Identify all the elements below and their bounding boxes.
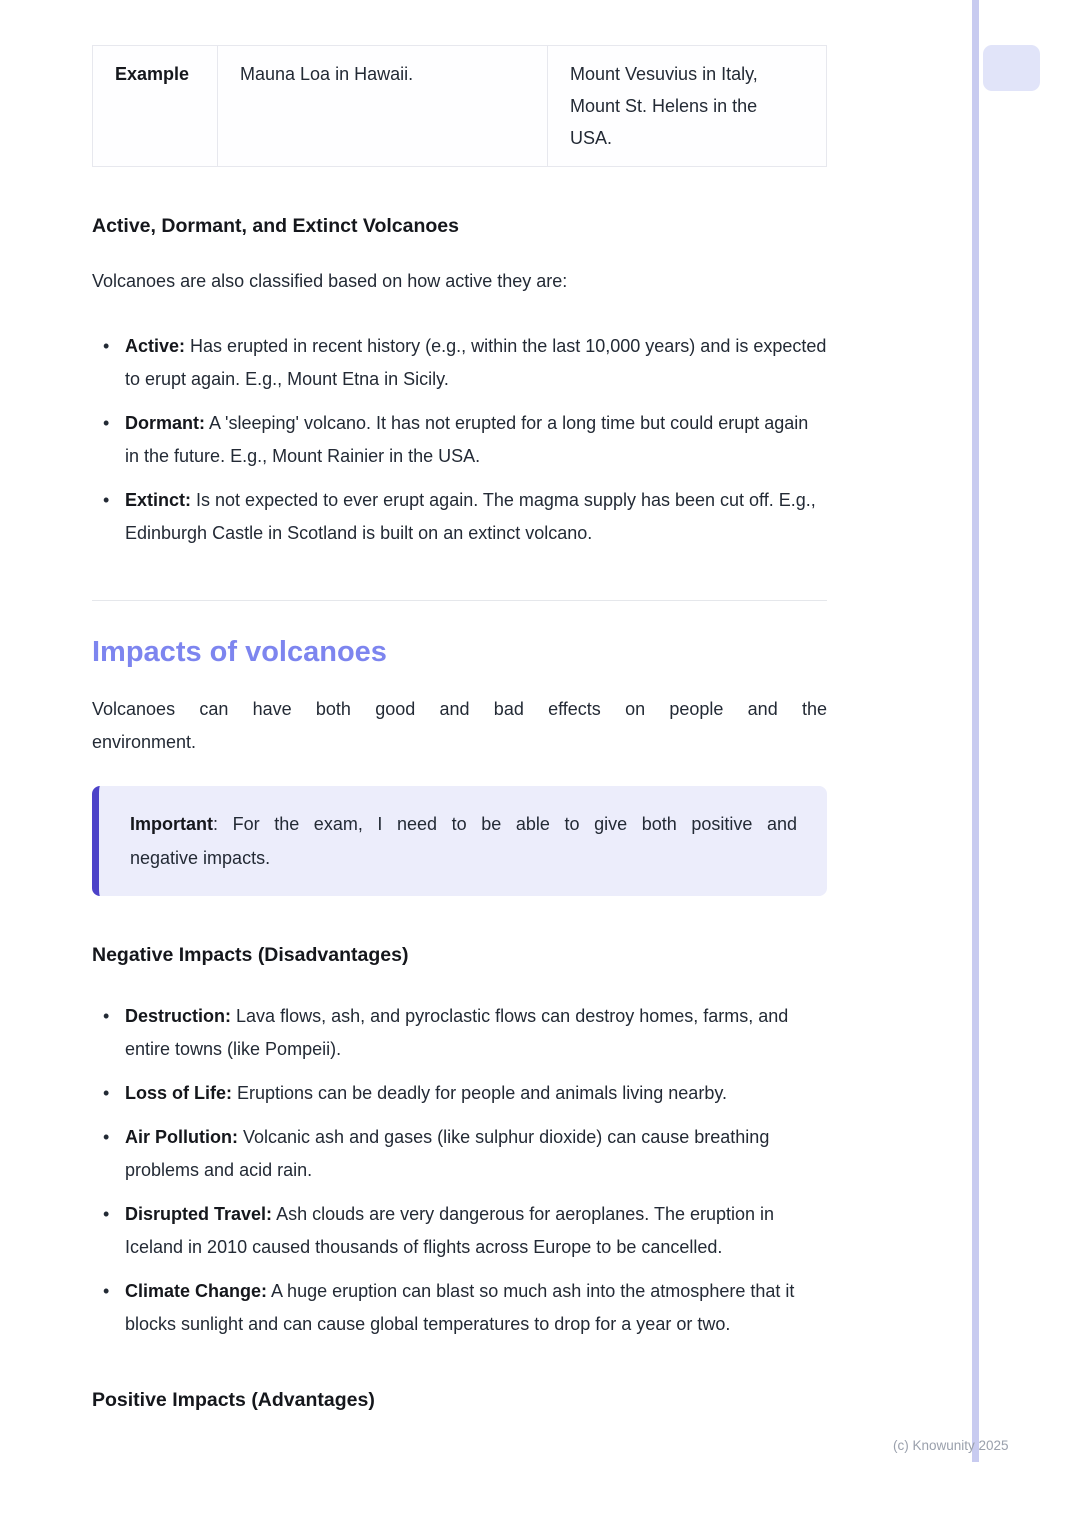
- bullet-term: Extinct:: [125, 490, 192, 510]
- bullet-term: Destruction:: [125, 1006, 232, 1026]
- list-item: [125, 1121, 827, 1187]
- bullet-text: Ash clouds are very dangerous for aeroplanes. The eruption in Iceland in 2010 caused thousands of flights across Europe to be cancelled.: [125, 1204, 775, 1257]
- copyright-footer: (c) Knowunity 2025: [893, 1438, 1009, 1453]
- callout-text: : For the exam, I need to be able to give both positive and: [213, 814, 797, 834]
- bullet-term: Disrupted Travel:: [125, 1204, 273, 1224]
- bullet-term: Loss of Life:: [125, 1083, 232, 1103]
- table-row: [93, 46, 827, 167]
- table-cell-composite-example: Mount Vesuvius in Italy, Mount St. Helens in the USA.: [548, 46, 827, 167]
- bullet-text: Has erupted in recent history (e.g., within the last 10,000 years) and is expected to erupt again. E.g., Mount Etna in Sicily.: [125, 336, 827, 389]
- impacts-intro-line1: Volcanoes can have both good and bad effects on people and the: [92, 699, 827, 719]
- scrollbar-thumb[interactable]: [983, 45, 1040, 91]
- list-item: [125, 407, 827, 473]
- list-item: [125, 1275, 827, 1341]
- bullet-text: A huge eruption can blast so much ash into the atmosphere that it blocks sunlight and can cause global temperatures to drop for a year or two.: [125, 1281, 795, 1334]
- bullet-text: Volcanic ash and gases (like sulphur dioxide) can cause breathing problems and acid rain.: [125, 1127, 770, 1180]
- callout-line1: [130, 807, 797, 841]
- list-item: [125, 1198, 827, 1264]
- table-cell-example-label: Example: [93, 46, 218, 167]
- list-item: [125, 1000, 827, 1066]
- section-heading-classification: Active, Dormant, and Extinct Volcanoes: [92, 215, 459, 237]
- bullet-term: Air Pollution:: [125, 1127, 238, 1147]
- bullet-text: Lava flows, ash, and pyroclastic flows can destroy homes, farms, and entire towns (like Pompeii).: [125, 1006, 789, 1059]
- impacts-intro: [92, 693, 827, 759]
- impacts-intro-line2: environment.: [92, 732, 197, 752]
- callout-line2: negative impacts.: [130, 848, 271, 868]
- scrollbar-track[interactable]: [972, 0, 979, 1462]
- table-cell-shield-example: Mauna Loa in Hawaii.: [218, 46, 548, 167]
- list-item: [125, 1077, 827, 1110]
- section-heading-negative-impacts: Negative Impacts (Disadvantages): [92, 944, 409, 966]
- bullet-term: Climate Change:: [125, 1281, 268, 1301]
- section-divider: [92, 600, 827, 601]
- callout-term: Important: [130, 814, 213, 834]
- bullet-text: Eruptions can be deadly for people and animals living nearby.: [237, 1083, 727, 1103]
- negative-impacts-list: [92, 1000, 827, 1341]
- bullet-text: A 'sleeping' volcano. It has not erupted for a long time but could erupt again in the future. E.g., Mount Rainier in the USA.: [125, 413, 809, 466]
- bullet-term: Active:: [125, 336, 186, 356]
- list-item: [125, 484, 827, 550]
- bullet-text: Is not expected to ever erupt again. The magma supply has been cut off. E.g., Edinburgh Castle in Scotland is built on an extinct volcano.: [125, 490, 816, 543]
- important-callout: [92, 786, 827, 896]
- impacts-heading: Impacts of volcanoes: [92, 636, 387, 668]
- list-item: [125, 330, 827, 396]
- volcano-comparison-table: [92, 45, 827, 167]
- bullet-term: Dormant:: [125, 413, 205, 433]
- section-heading-positive-impacts: Positive Impacts (Advantages): [92, 1389, 375, 1411]
- page-content: [92, 45, 827, 1439]
- classification-intro: Volcanoes are also classified based on how active they are:: [92, 271, 568, 291]
- classification-list: [92, 330, 827, 550]
